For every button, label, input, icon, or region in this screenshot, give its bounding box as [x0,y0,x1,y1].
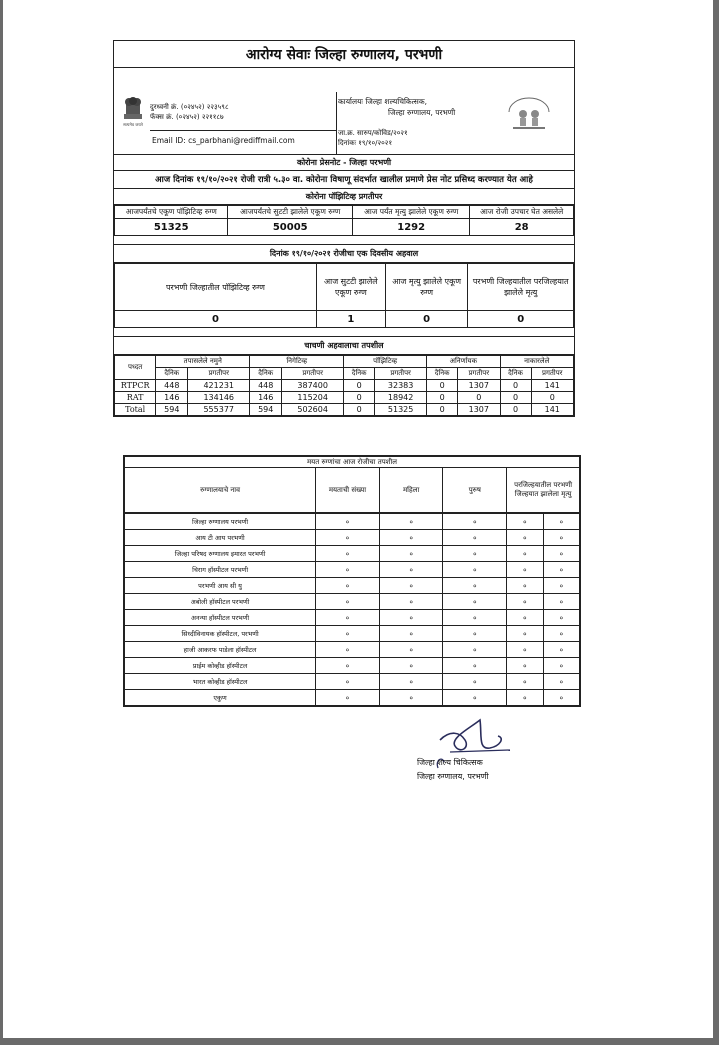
scan-border-right [713,0,719,1045]
cell: ० [379,674,443,690]
cell: ० [379,594,443,610]
hospital-name: सिध्दीविनायक हॉस्पीटल, परभणी [125,626,316,642]
cell: ० [543,562,579,578]
reference-number: जा.क्र. सारुप/कोविड/२०२१ [338,129,408,137]
cell: ० [543,594,579,610]
cell: 0 [344,392,375,404]
scan-border-bottom [0,1038,719,1045]
cell: ० [507,530,543,546]
daily-heading: दिनांक १९/१०/२०२१ रोजीचा एक दिवसीय अहवाल [114,244,574,263]
deaths-header: रुग्णालयाचे नाव [125,468,316,513]
group-header: तपासलेले नमुने [156,356,250,368]
daily-deaths: 0 [385,311,468,328]
cell: 555377 [188,404,250,416]
cell: ० [443,562,507,578]
method-label: RTPCR [115,380,156,392]
cell: ० [379,546,443,562]
press-note-sheet [113,40,575,417]
cell: 387400 [282,380,344,392]
cell: 18942 [375,392,427,404]
cell: ० [443,610,507,626]
table-row [115,380,574,392]
phone-number: दुरध्वनी क्रं. (०२४५२) २२३५९८ [150,103,229,111]
press-heading: कोरोना प्रेसनोट - जिल्हा परभणी [114,155,574,171]
cell: 32383 [375,380,427,392]
sub-header: दैनिक [250,368,282,380]
cell: ० [507,514,543,530]
email-address: Email ID: cs_parbhani@rediffmail.com [150,130,337,153]
daily-header: परभणी जिल्हातील पॉझिटिव्ह रुग्ण [115,264,317,311]
daily-other-district-deaths: 0 [468,311,574,328]
cell: ० [507,594,543,610]
tests-heading: चाचणी अहवालाचा तपशील [114,336,574,355]
office-line-1: कार्यालयः जिल्हा शल्यचिकित्सक, [338,97,428,106]
group-header: अनिर्णायक [427,356,500,368]
deaths-detail [123,455,581,707]
cell: ० [443,626,507,642]
cell: 502604 [282,404,344,416]
cell: ० [443,594,507,610]
cell: 141 [531,380,573,392]
daily-table [114,263,574,328]
table-row [125,674,580,690]
cell: ० [316,642,380,658]
cell: 146 [250,392,282,404]
letterhead [114,68,574,155]
document-date: दिनांकः १९/१०/२०२१ [338,139,393,147]
sub-header: दैनिक [500,368,531,380]
cell: ० [316,658,380,674]
cell: ० [379,610,443,626]
sub-header: दैनिक [427,368,458,380]
cell: ० [379,578,443,594]
reference-block [338,128,408,148]
signatory-title: जिल्हा शल्य चिकित्सक [417,758,483,767]
contact-numbers [150,102,229,122]
table-row [125,546,580,562]
table-row [125,578,580,594]
deaths-rows [124,513,580,706]
cumulative-header: आजपर्यंतचे एकूण पॉझिटिव्ह रुग्ण [115,206,228,219]
cell: 0 [344,404,375,416]
cell: 1307 [458,380,500,392]
cell: 141 [531,404,573,416]
cell: ० [543,610,579,626]
cell: ० [507,626,543,642]
cell: ० [316,674,380,690]
cell: ० [443,642,507,658]
cell: ० [316,530,380,546]
cell: ० [443,658,507,674]
cell: 421231 [188,380,250,392]
cell: 134146 [188,392,250,404]
deaths-header: मयताची संख्या [316,468,380,513]
cell: ० [507,610,543,626]
cell: ० [316,610,380,626]
hospital-name: भारत कोव्हीड हॉस्पीटल [125,674,316,690]
daily-header: परभणी जिल्हयातील परजिल्हयात झालेले मृत्यु [468,264,574,311]
table-row [125,594,580,610]
sub-header: प्रगतीपर [458,368,500,380]
cumulative-discharged: 50005 [228,219,353,236]
sub-header: प्रगतीपर [531,368,573,380]
table-row [125,642,580,658]
daily-header: आज मृत्यु झालेले एकूण रुग्ण [385,264,468,311]
cell: 0 [458,392,500,404]
cell: ० [443,514,507,530]
cell: 0 [344,380,375,392]
cell: ० [543,530,579,546]
cell: ० [379,658,443,674]
cumulative-positive: 51325 [115,219,228,236]
table-row [125,610,580,626]
table-row [125,658,580,674]
page-title: आरोग्य सेवाः जिल्हा रुग्णालय, परभणी [114,41,574,68]
cumulative-deaths: 1292 [353,219,470,236]
sub-header: दैनिक [156,368,188,380]
hospital-name: जिल्हा रुग्णालय परभणी [125,514,316,530]
cell: ० [507,658,543,674]
cell: ० [443,530,507,546]
cell: ० [543,642,579,658]
cell: ० [316,594,380,610]
method-label: Total [115,404,156,416]
cell: ० [543,514,579,530]
cell: ० [443,674,507,690]
group-header: निगेटिव्ह [250,356,344,368]
cell: 146 [156,392,188,404]
health-mission-logo-icon [499,92,559,132]
deaths-table [124,456,580,513]
sub-header: प्रगतीपर [188,368,250,380]
group-header: नाकारलेले [500,356,574,368]
method-header: पध्दत [115,356,156,380]
table-row [125,626,580,642]
signature-block [417,756,489,784]
cell: ० [443,546,507,562]
deaths-header: महिला [379,468,443,513]
office-address [338,96,455,118]
cell: ० [316,546,380,562]
cumulative-table [114,205,574,236]
cell: ० [507,690,543,706]
emblem-caption: सत्यमेव जयते [123,122,143,127]
scan-border-left [0,0,3,1045]
cell: 0 [531,392,573,404]
cell: ० [379,562,443,578]
sub-header: दैनिक [344,368,375,380]
table-row [125,530,580,546]
cumulative-header: आजपर्यंतचे सुटटी झालेले एकूण रुग्ण [228,206,353,219]
hospital-name: अबोली हॉस्पीटल परभणी [125,594,316,610]
sub-header: प्रगतीपर [375,368,427,380]
cell: 0 [427,380,458,392]
cell: ० [443,578,507,594]
cumulative-header: आज रोजी उपचार घेत असलेले [470,206,574,219]
group-header: पॉझिटिव्ह [344,356,427,368]
cell: ० [316,626,380,642]
cell: 51325 [375,404,427,416]
daily-positive: 0 [115,311,317,328]
hospital-name: आय टी आय परभणी [125,530,316,546]
daily-header: आज सुटटी झालेले एकूण रुग्ण [316,264,385,311]
table-row [115,404,574,416]
hospital-name: प्राईम कोव्हीड हॉस्पीटल [125,658,316,674]
cell: ० [379,690,443,706]
cell: 0 [500,404,531,416]
fax-number: फॅक्स क्रं. (०२४५२) २२११८७ [150,113,224,121]
cell: ० [507,546,543,562]
hospital-name: अनन्या हॉस्पीटल परभणी [125,610,316,626]
hospital-name: हाजी आकरफ पाडेला हॉस्पीटल [125,642,316,658]
cell: 448 [250,380,282,392]
cell: 1307 [458,404,500,416]
cell: ० [316,562,380,578]
cell: ० [379,626,443,642]
cell: ० [543,546,579,562]
cell: ० [543,674,579,690]
hospital-name: जिल्हा परिषद रुग्णालय इमारत परभणी [125,546,316,562]
cell: ० [316,514,380,530]
cell: ० [507,578,543,594]
cell: ० [543,578,579,594]
table-row [125,562,580,578]
deaths-heading: मयत रुग्णांचा आज रोजीचा तपशील [125,457,580,468]
cell: ० [543,626,579,642]
cell: 448 [156,380,188,392]
hospital-name: परभणी आय सी यु [125,578,316,594]
table-row [115,392,574,404]
press-intro: आज दिनांक १९/१०/२०२१ रोजी रात्री ५.३० वा. कोरोना विषाणू संदर्भात खालील प्रमाणे प्रेस नोट प्रसिध्द करण्यात येत आहे [114,171,574,189]
office-line-2: जिल्हा रुग्णालय, परभणी [388,108,456,117]
signatory-office: जिल्हा रुग्णालय, परभणी [417,772,489,781]
cell: ० [543,690,579,706]
table-row [125,690,580,706]
cell: 0 [500,392,531,404]
cell: ० [507,674,543,690]
cell: ० [379,530,443,546]
cell: 0 [427,392,458,404]
hospital-name: चिराग हॉस्पीटल परभणी [125,562,316,578]
cell: ० [507,642,543,658]
cell: ० [379,514,443,530]
sub-header: प्रगतीपर [282,368,344,380]
daily-discharged: 1 [316,311,385,328]
cumulative-header: आज पर्यंत मृत्यु झालेले एकूण रुग्ण [353,206,470,219]
deaths-header: पुरुष [443,468,507,513]
cell: ० [316,690,380,706]
hospital-name: एकुण [125,690,316,706]
cell: 594 [156,404,188,416]
cell: ० [443,690,507,706]
cumulative-heading: कोरोना पॉझिटिव्ह प्रगतीपर [114,189,574,205]
tests-table [114,355,574,416]
cell: 0 [427,404,458,416]
cell: ० [316,578,380,594]
cell: ० [379,642,443,658]
cell: ० [543,658,579,674]
cell: ० [507,562,543,578]
table-row [125,514,580,530]
active-cases: 28 [470,219,574,236]
national-emblem-icon [120,96,146,128]
method-label: RAT [115,392,156,404]
cell: 115204 [282,392,344,404]
cell: 0 [500,380,531,392]
cell: 594 [250,404,282,416]
deaths-header: परजिल्हयातील परभणी जिल्हयात झालेला मृत्यु [507,468,580,513]
